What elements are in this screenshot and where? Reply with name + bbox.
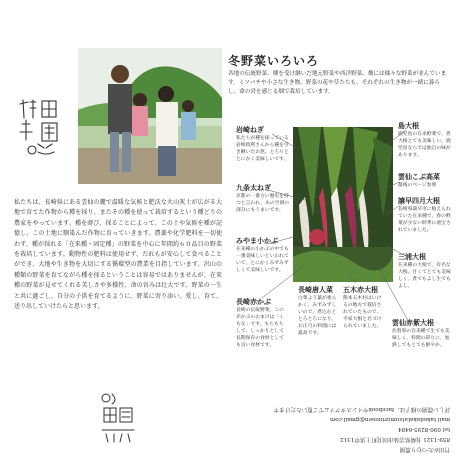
page-title: 冬野菜いろいろ xyxy=(228,54,320,68)
veg-label-isahaya-shigatsu-daikon: 譲早四月大根 長崎県譲早市に植えられていた在来種で、春の野菜が少ない時季に重宝されていました。 xyxy=(398,197,451,233)
footer-farm-name: 竹田かたつむり農園 xyxy=(399,446,450,452)
footer-tel: tel 090-8295-6484 xyxy=(397,426,450,432)
veg-label-nagasaki-tojinna: 長崎唐人菜 白菜よう葉が柔らかく、みずみずしいので、煮込むととろとろになり、お正月の料理には最高です。 xyxy=(298,286,337,336)
veg-label-iwasaki-negi: 岩崎ねぎ 私たちが種を採っている岩崎政利さんから種を引き継いだお葱。とろりととにかく美味しいです。 xyxy=(236,126,289,162)
veg-label-kujo-negi: 九条太ねぎ 京都の一番古い歴史を持つと言われ、あの空洞の部分にもうまいです。 xyxy=(236,184,290,213)
vegetables-photo xyxy=(293,127,393,282)
veg-label-itsuki-akadaikon: 五木赤大根 熊本五木村はいけるの地方で栽培されていたもので、平家大根と名づけられていました。 xyxy=(343,286,382,329)
farm-logo-top xyxy=(16,96,68,158)
veg-label-unzen-akamurasaki-daikon: 雲仙赤紫大根 佐賀県の在来種で生でも美味しく、料理の彩りに、加熱してもとても鮮やか。 xyxy=(392,319,450,348)
intro-text: 各地の伝統野菜、種を受け継いだ地元野菜や西洋野菜、畑には様々な野菜が並んでいます。ミツバチや小さな生き物、野菜の花や草たちも、それぞれの生き物が一緒に暮らし、命の営を感じる畑で栽培しています。 xyxy=(228,71,447,95)
footer-mail: mail takedakatatsumurinouen@gmail.com xyxy=(329,416,450,422)
footer-social-note: 詳しい農園の様子は、facebookやインスタグラムでご覧いただけます xyxy=(273,406,450,412)
veg-label-nagasaki-akakabu: 長崎赤かぶ 長崎の伝統野菜。この赤かぶのおまけは「くもな」です。もちもちして、しっかりとして長期保存の食材としても良い食材です。 xyxy=(236,298,284,348)
veg-label-miura-daikon: 三浦大根 在来種の大根で、有名な大根。甘くてとても美味しく、煮てもよし生でもよし。 xyxy=(398,253,451,289)
veg-label-shima-daikon: 島大根 鹿児島の在来野菜で、煮大根とても美味しい。鹿児島ならでは独自の味があります。 xyxy=(398,122,451,158)
family-photo xyxy=(78,48,222,184)
footer-address: 859-1321 長崎県雲仙市国見町土黒甲1312 xyxy=(340,436,450,442)
farm-description: 私たちは、長崎県にある雲仙の麓で温暖な気候と肥沃な火山灰土が広がる大地で育てた作物から種を採り、またその種を使って栽培するという種どりの農家をやっています。種を蒔び、採ることによって、この土や気候を種が記憶し、この土地に馴染んだ作物に育っていきます。農薬や化学肥料を一切使わず、種が採れる「在来種・固定種」の野菜を中心に年間約６０品目の野菜を栽培しています。動物性の肥料は使用せず、だれもが安心して食べることができ、大地や生き物を大切にする循環型の農業を目指しています。沢山の種類の野菜を育てながら種を採るということは容易ではありませんが、在来種の野菜が見せてくれる美しさや多様性、命の営みは壮大です。野菜の一生と共に過ごし、自分の子供を育てるように、野菜に寄り添い、愛し、育て、送り出していけたらと思います。 xyxy=(14,199,222,311)
veg-label-unzen-kobutakana: 雲仙こぶ高菜 最後のページ参照 xyxy=(398,173,440,188)
contact-footer xyxy=(150,380,450,454)
farm-logo-bottom xyxy=(98,390,138,446)
veg-label-miyama-kokabu: みやま小かぶ 在来種の小かぶの中でも一番美味しいといわれていて、とにかくみずみずしくて美味しいです。 xyxy=(236,237,289,273)
